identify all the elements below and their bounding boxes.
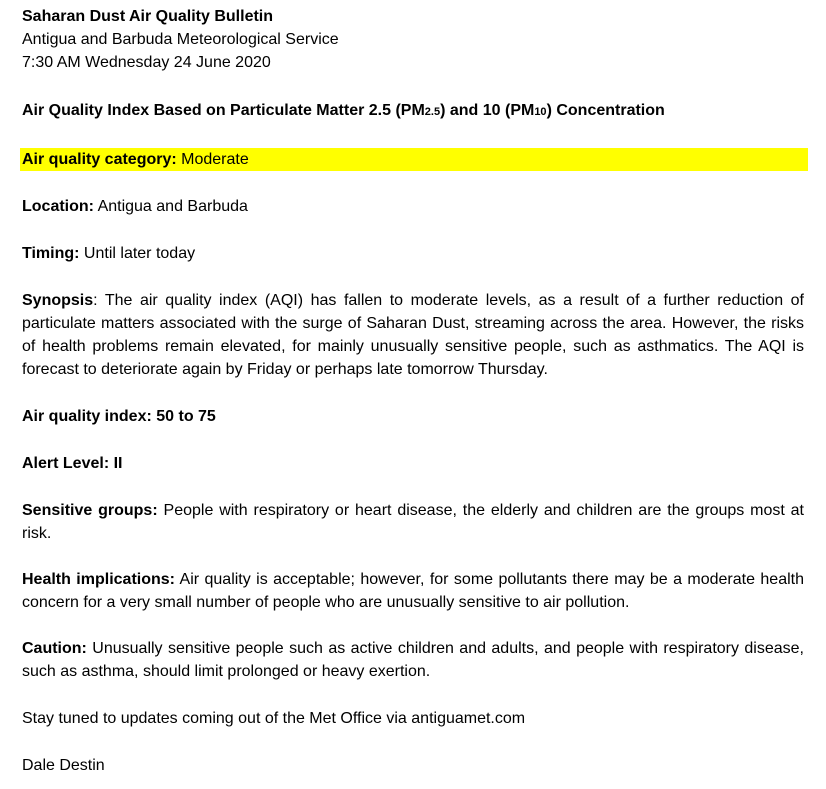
sensitive-groups-value: People with respiratory or heart disease, the elderly and children are the groups most at risk.: [22, 502, 805, 542]
health-implications: [22, 568, 804, 614]
caution: [22, 637, 804, 683]
index-subtitle: [22, 99, 804, 124]
stay-tuned-note: Stay tuned to updates coming out of the Met Office via antiguamet.com: [22, 710, 526, 727]
caution-label: Caution:: [22, 640, 87, 657]
issue-datetime: 7:30 AM Wednesday 24 June 2020: [22, 54, 271, 71]
location-value: Antigua and Barbuda: [94, 198, 248, 215]
subtitle-subscript-1: 2.5: [424, 106, 441, 118]
timing-label: Timing:: [22, 245, 80, 262]
caution-value: Unusually sensitive people such as active children and adults, and people with respiratory disease, such as asthma, should limit prolonged or heavy exertion.: [22, 640, 804, 680]
subtitle-part-1: Air Quality Index Based on Particulate Matter 2.5 (PM: [22, 102, 425, 119]
category-label: Air quality category:: [22, 151, 177, 168]
synopsis-label: Synopsis: [22, 292, 94, 309]
synopsis-value: : The air quality index (AQI) has fallen to moderate levels, as a result of a further reduction of particulate matters associated with the surge of Saharan Dust, streaming across the area. However, the risks of health problems remain elevated, for mainly unusually sensitive people, such as asthmatics. The AQI is forecast to deteriorate again by Friday or perhaps late tomorrow Thursday.: [22, 292, 804, 378]
bulletin-header: [22, 0, 804, 74]
agency-name: Antigua and Barbuda Meteorological Service: [22, 31, 339, 48]
health-implications-label: Health implications:: [22, 571, 175, 588]
subtitle-subscript-2: 10: [534, 106, 547, 118]
timing-value: Until later today: [79, 245, 196, 262]
synopsis: [22, 289, 804, 381]
bulletin-title: Saharan Dust Air Quality Bulletin: [22, 8, 274, 25]
sensitive-groups-label: Sensitive groups:: [22, 502, 158, 519]
health-implications-value: Air quality is acceptable; however, for some pollutants there may be a moderate health concern for a very small number of people who are unusually sensitive to air pollution.: [22, 571, 805, 611]
air-quality-index: Air quality index: 50 to 75: [22, 408, 216, 425]
location: [22, 195, 804, 218]
location-label: Location:: [22, 198, 94, 215]
alert-level: Alert Level: II: [22, 455, 123, 472]
sensitive-groups: [22, 499, 804, 545]
air-quality-category: [20, 148, 808, 171]
category-value: Moderate: [176, 151, 249, 168]
timing: [22, 242, 804, 265]
subtitle-part-2: ) and 10 (PM: [440, 102, 535, 119]
subtitle-part-3: ) Concentration: [546, 102, 665, 119]
author-name: Dale Destin: [22, 757, 105, 774]
